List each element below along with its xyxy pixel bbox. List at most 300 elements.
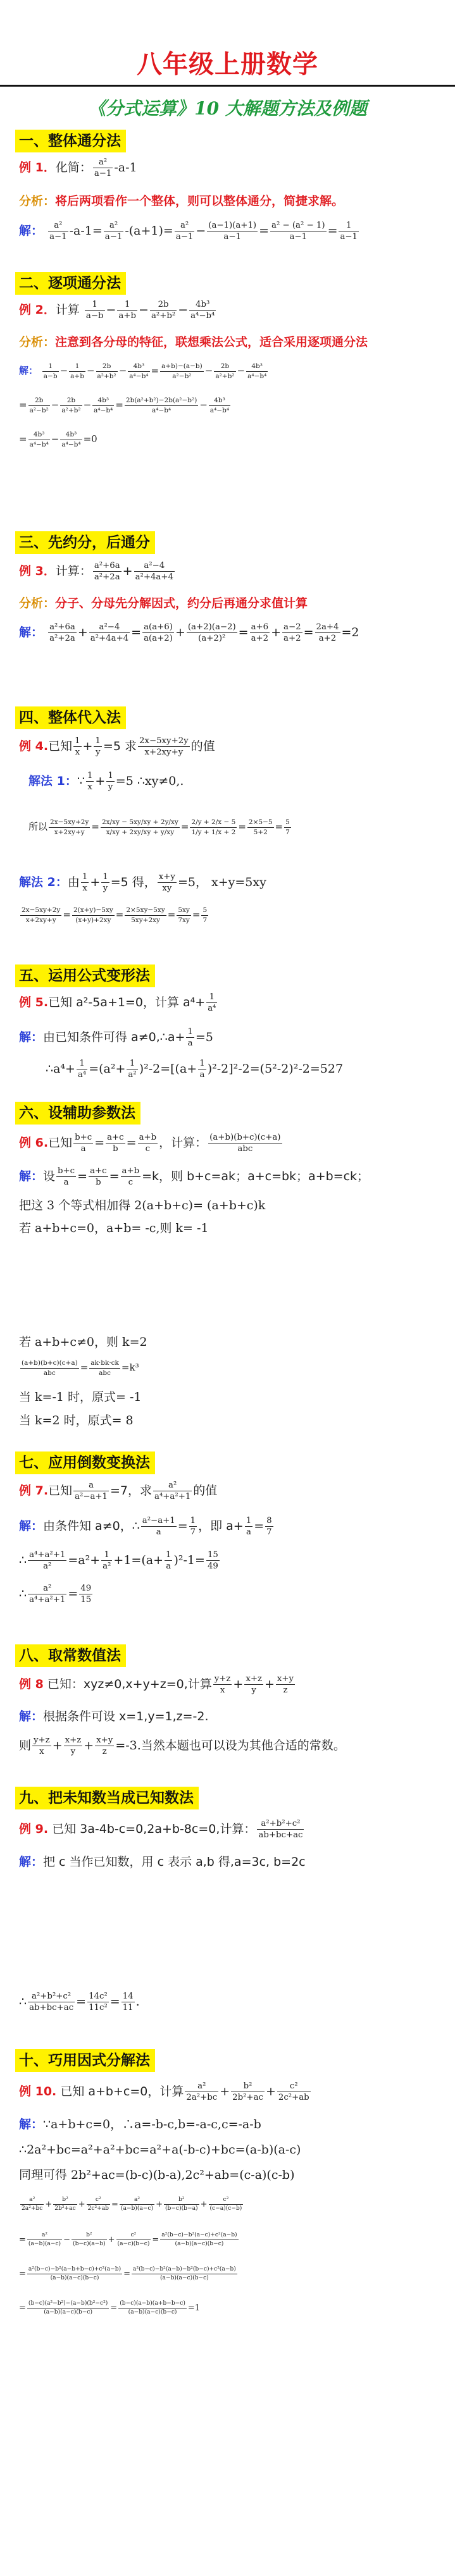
- numerator: a²: [27, 2233, 62, 2240]
- solution-tag: 解：: [19, 2117, 44, 2131]
- denominator: (a−b)(a−c)(b−c): [128, 2309, 177, 2315]
- numerator: b²: [164, 2197, 199, 2205]
- operator: =: [123, 2269, 131, 2279]
- denominator: 2c²+ab: [278, 2093, 309, 2103]
- s10-line-2: ∴2a²+bc=a²+a²+bc=a²+a(-b-c)+bc=(a-b)(a-c): [19, 2143, 301, 2157]
- fraction: [64, 1736, 83, 1756]
- fraction: [79, 1584, 92, 1605]
- fraction: [246, 363, 268, 379]
- numerator: a²−4: [134, 562, 175, 572]
- denominator: a: [80, 1144, 86, 1154]
- denominator: a⁴−b⁴: [247, 372, 267, 380]
- text: 已知: [48, 1483, 73, 1498]
- operator: +: [45, 2200, 53, 2209]
- numerator: 2(x+y)−5xy: [72, 907, 115, 916]
- denominator: 7: [285, 828, 290, 836]
- operator: =: [115, 399, 123, 410]
- text: 把 c 当作已知数，用 c 表示 a,b 得,a=3c, b=2c: [43, 1855, 306, 1869]
- s10-line-5: [19, 2231, 240, 2249]
- solution-tag: 解：: [19, 1519, 44, 1533]
- text: =(a²+: [89, 1061, 126, 1076]
- s1-solution: [19, 221, 360, 242]
- numerator: a: [73, 1481, 109, 1491]
- fraction: [48, 623, 77, 643]
- fraction: [117, 300, 137, 321]
- numerator: 1: [245, 1517, 252, 1527]
- s10-line-3: 同理可得 2b²+ac=(b-c)(b-a),2c²+ab=(c-a)(c-b): [19, 2168, 295, 2182]
- text: =k³: [121, 1362, 139, 1373]
- numerator: y+z: [213, 1675, 232, 1685]
- s2-example: [19, 300, 217, 321]
- fraction: [265, 1517, 273, 1537]
- numerator: a²: [48, 221, 68, 231]
- denominator: a−1: [175, 232, 194, 242]
- denominator: xy: [162, 884, 172, 894]
- denominator: (b−c)(b−a): [165, 2205, 198, 2212]
- text: =k，则 b+c=ak；a+c=bk；a+b=ck；: [142, 1169, 370, 1183]
- denominator: (x+y)+2xy: [75, 916, 111, 924]
- numerator: a²−4: [89, 623, 130, 633]
- text: 计算：: [55, 564, 92, 578]
- numerator: a(a+6): [142, 623, 174, 633]
- operator: −: [106, 302, 116, 317]
- fraction: [94, 737, 101, 757]
- fraction: [150, 300, 177, 321]
- section-heading-3: 三、先约分，后通分: [15, 531, 155, 554]
- numerator: 1: [106, 772, 114, 782]
- denominator: x+2xy+y: [144, 748, 184, 758]
- s6-line-4: 若 a+b+c=0，a+b= -c,则 k= -1: [19, 1221, 209, 1235]
- numerator: 4b³: [60, 431, 82, 440]
- numerator: b+c: [56, 1167, 76, 1177]
- denominator: 5xy+2xy: [131, 916, 160, 924]
- operator: =: [275, 821, 284, 832]
- operator: =: [94, 1135, 105, 1150]
- numerator: 14c²: [87, 1992, 109, 2002]
- fraction: [122, 1992, 135, 2012]
- section-heading-1: 一、整体通分法: [15, 130, 126, 152]
- operator: −: [178, 302, 189, 317]
- numerator: a²: [185, 2082, 218, 2092]
- fraction: [28, 431, 50, 448]
- denominator: (a−b)(a−c): [120, 2205, 154, 2212]
- operator: +: [175, 625, 185, 639]
- numerator: a+6: [250, 623, 270, 633]
- denominator: a−1: [49, 232, 67, 242]
- solution-tag: 解法 2：: [19, 875, 68, 889]
- operator: =: [303, 625, 314, 639]
- fraction: [201, 907, 208, 923]
- numerator: y+z: [32, 1736, 51, 1746]
- fraction: [164, 2197, 199, 2212]
- operator: =: [80, 1362, 89, 1373]
- fraction: [106, 1133, 125, 1154]
- fraction: [28, 1584, 66, 1605]
- denominator: a: [246, 1527, 251, 1538]
- operator: −: [86, 365, 95, 376]
- denominator: 2a²+bc: [186, 2093, 218, 2103]
- s9-example: [19, 1820, 305, 1840]
- numerator: x+z: [64, 1736, 83, 1746]
- fraction: [92, 397, 114, 414]
- s3-solution: [19, 623, 359, 643]
- numerator: a²−a+1: [141, 1517, 177, 1527]
- fraction: [189, 1517, 197, 1537]
- numerator: 4b³: [92, 397, 114, 406]
- numerator: c²: [209, 2197, 244, 2205]
- denominator: y: [70, 1747, 76, 1757]
- fraction: [128, 363, 149, 379]
- denominator: b: [113, 1144, 118, 1154]
- numerator: 8: [265, 1517, 273, 1527]
- fraction: [209, 2197, 244, 2212]
- fraction: [86, 772, 94, 792]
- denominator: 7xy: [178, 916, 190, 924]
- denominator: (a−b)(a−c)(b−c): [175, 2241, 224, 2247]
- text: -a-1=: [69, 223, 103, 238]
- numerator: 1: [101, 1551, 112, 1561]
- denominator: abc: [237, 1144, 253, 1154]
- s5-solution: [19, 1028, 213, 1048]
- denominator: a²: [128, 1070, 137, 1080]
- fraction: [27, 2301, 109, 2315]
- denominator: x: [75, 748, 80, 758]
- text: +1=(a+: [113, 1553, 164, 1567]
- text: =5 求: [103, 739, 137, 753]
- numerator: c²: [87, 2197, 110, 2205]
- fraction: [93, 562, 122, 582]
- operator: +: [90, 875, 101, 889]
- fraction: [270, 221, 327, 242]
- s1-analysis: [19, 192, 344, 210]
- operator: +: [233, 1677, 244, 1691]
- operator: +: [82, 739, 93, 753]
- denominator: a+b: [70, 372, 84, 380]
- numerator: (b−c)(a²−b²)−(a−b)(b²−c²): [27, 2301, 109, 2308]
- fraction: [214, 363, 235, 379]
- denominator: a: [199, 1070, 205, 1080]
- s6-line-5: 若 a+b+c≠0，则 k=2: [19, 1335, 147, 1349]
- operator: +: [271, 625, 282, 639]
- fraction: [247, 819, 274, 835]
- operator: =: [238, 625, 249, 639]
- numerator: 1: [198, 1059, 206, 1069]
- numerator: a²: [175, 221, 195, 231]
- operator: +: [78, 2200, 85, 2209]
- fraction: [121, 1167, 141, 1187]
- s10-line-7: [19, 2300, 200, 2317]
- denominator: 1/y + 1/x + 2: [191, 828, 236, 836]
- denominator: a⁴: [208, 1004, 216, 1014]
- fraction: [138, 1133, 158, 1154]
- text: =: [259, 223, 270, 238]
- fraction: [116, 2233, 151, 2247]
- fraction: [104, 221, 124, 242]
- operator: =: [126, 1135, 137, 1150]
- operator: +: [77, 625, 88, 639]
- text: 由已知条件可得 a≠0,∴a+: [43, 1030, 185, 1044]
- numerator: b+c: [73, 1133, 93, 1143]
- analysis-text: 将后两项看作一个整体，则可以整体通分，简捷求解。: [55, 194, 344, 208]
- operator: =: [109, 1994, 120, 2009]
- fraction: [177, 907, 191, 923]
- operator: +: [95, 773, 106, 788]
- fraction: [27, 2233, 62, 2247]
- example-tag: 例 8: [19, 1677, 44, 1691]
- example-tag: 例 1．: [19, 160, 56, 175]
- operator: +: [108, 2235, 115, 2245]
- fraction: [27, 2267, 122, 2281]
- numerator: x+z: [244, 1675, 263, 1685]
- fraction: [101, 1551, 112, 1571]
- denominator: y: [103, 884, 108, 894]
- operator: =: [77, 1169, 88, 1183]
- numerator: a−2: [282, 623, 302, 633]
- s2-analysis: [19, 333, 368, 351]
- numerator: a+b: [138, 1133, 158, 1143]
- numerator: 1: [69, 363, 85, 372]
- s7-line-3: [19, 1584, 94, 1605]
- operator: =: [19, 433, 27, 445]
- denominator: 15: [80, 1595, 92, 1605]
- denominator: (a−c)(b−c): [117, 2241, 150, 2247]
- text: 已知: [48, 1135, 73, 1150]
- fraction: [138, 737, 190, 757]
- operator: =: [180, 821, 189, 832]
- denominator: a²+2a: [94, 572, 120, 582]
- denominator: a²+2a: [49, 634, 75, 644]
- fraction: [20, 1360, 79, 1376]
- fraction: [60, 431, 82, 448]
- denominator: a⁴: [77, 1070, 87, 1080]
- numerator: x+y: [276, 1675, 295, 1685]
- text: 已知: [48, 739, 73, 753]
- numerator: (b−c)(a−b)(a+b−b−c): [118, 2301, 187, 2308]
- fraction: [206, 993, 217, 1013]
- s7-example: [19, 1481, 217, 1501]
- s8-line-2: [19, 1736, 346, 1756]
- denominator: a: [166, 1562, 171, 1572]
- numerator: x+y: [158, 873, 177, 883]
- numerator: b²: [53, 2197, 77, 2205]
- denominator: 7: [266, 1527, 272, 1538]
- denominator: a²+b²: [215, 372, 235, 380]
- s9-solution: [19, 1853, 306, 1871]
- operator: =: [19, 399, 27, 410]
- denominator: a⁴−b⁴: [152, 406, 171, 414]
- denominator: (a−b)(a−c)(b−c): [160, 2275, 209, 2281]
- fraction: [198, 1059, 206, 1080]
- numerator: c²: [116, 2233, 151, 2240]
- denominator: a+2: [318, 634, 337, 644]
- denominator: z: [283, 1685, 288, 1696]
- denominator: a(a+2): [144, 634, 173, 644]
- fraction: [185, 2082, 218, 2102]
- denominator: a⁴−b⁴: [129, 372, 149, 380]
- solution-tag: 解：: [19, 1169, 44, 1183]
- numerator: a²: [20, 2197, 44, 2205]
- numerator: 2x−5xy+2y: [138, 737, 190, 747]
- s5-solution-line-2: [46, 1059, 343, 1080]
- numerator: 1: [206, 993, 217, 1003]
- section-heading-10: 十、巧用因式分解法: [15, 2049, 155, 2072]
- denominator: a+2: [251, 634, 269, 644]
- fraction: [89, 623, 130, 643]
- fraction: [189, 300, 216, 321]
- numerator: ak·bk·ck: [89, 1360, 120, 1369]
- s3-analysis: [19, 595, 308, 612]
- numerator: 1: [77, 1059, 87, 1069]
- fraction: [165, 1551, 172, 1571]
- numerator: 1: [73, 737, 81, 747]
- denominator: a: [187, 1038, 193, 1049]
- denominator: a−1: [289, 232, 308, 242]
- analysis-tag: 分析：: [19, 194, 56, 208]
- numerator: 2b: [150, 300, 177, 311]
- section-heading-2: 二、逐项通分法: [15, 272, 126, 295]
- numerator: 1: [189, 1517, 197, 1527]
- numerator: (a+b)(b+c)(c+a): [208, 1133, 282, 1143]
- operator: =: [109, 1169, 120, 1183]
- numerator: 1: [101, 873, 109, 883]
- denominator: a⁴−b⁴: [61, 440, 81, 448]
- text: 化简：: [55, 160, 92, 175]
- denominator: (a−b)(a−c): [28, 2241, 61, 2247]
- numerator: a² − (a² − 1): [270, 221, 327, 231]
- operator: −: [199, 399, 208, 410]
- s8-example: [19, 1675, 296, 1695]
- s5-example: [19, 993, 218, 1013]
- s4-method-1: [28, 772, 184, 792]
- numerator: a²: [28, 1584, 66, 1594]
- operator: =: [254, 1519, 265, 1533]
- numerator: a²: [93, 158, 113, 168]
- numerator: 2/y + 2/x − 5: [190, 819, 237, 828]
- numerator: a²+b²+c²: [257, 1820, 304, 1830]
- denominator: 11: [122, 2003, 134, 2013]
- fraction: [101, 819, 180, 835]
- denominator: a²: [43, 1562, 52, 1572]
- operator: =: [177, 1519, 188, 1533]
- numerator: 2a+4: [315, 623, 340, 633]
- fraction: [141, 1517, 177, 1537]
- fraction: [48, 221, 68, 242]
- operator: −: [63, 2235, 71, 2245]
- fraction: [81, 873, 89, 893]
- fraction: [42, 363, 59, 379]
- operator: +: [200, 2200, 208, 2209]
- denominator: a−1: [223, 232, 241, 242]
- example-tag: 例 4.: [19, 739, 49, 753]
- numerator: x+y: [95, 1736, 114, 1746]
- s7-solution: [19, 1517, 275, 1537]
- numerator: 2b(a²+b²)−2b(a²−b²): [125, 397, 198, 406]
- operator: +: [84, 1738, 94, 1753]
- solution-tag: 解：: [19, 365, 39, 376]
- numerator: 2b: [214, 363, 235, 372]
- fraction: [257, 1820, 304, 1840]
- title-divider: [0, 85, 455, 87]
- denominator: x: [39, 1747, 44, 1757]
- text: =0: [83, 433, 97, 445]
- operator: =: [152, 2235, 159, 2245]
- fraction: [73, 1133, 93, 1154]
- text: )²-1=: [173, 1553, 205, 1567]
- numerator: 1: [339, 221, 359, 231]
- operator: =: [63, 909, 71, 920]
- numerator: a+c: [106, 1133, 125, 1143]
- fraction: [93, 158, 113, 178]
- numerator: 1: [165, 1551, 172, 1561]
- operator: +: [156, 2200, 163, 2209]
- text: =5 ∴xy≠0,.: [115, 773, 184, 788]
- operator: −: [118, 365, 127, 376]
- operator: +: [220, 2084, 230, 2098]
- operator: =: [238, 821, 246, 832]
- fraction: [175, 221, 195, 242]
- numerator: 5: [284, 819, 291, 828]
- numerator: 1: [85, 300, 105, 311]
- fraction: [209, 397, 230, 414]
- operator: +: [265, 2084, 276, 2098]
- numerator: 1: [127, 1059, 137, 1069]
- text: 设: [43, 1169, 56, 1183]
- denominator: x+2xy+y: [54, 828, 85, 836]
- denominator: (b−c)(a−b): [73, 2241, 106, 2247]
- s1-example: [19, 158, 137, 178]
- fraction: [125, 397, 198, 414]
- section-heading-6: 六、设辅助参数法: [15, 1102, 140, 1125]
- numerator: 14: [122, 1992, 135, 2002]
- numerator: 2x−5xy+2y: [49, 819, 90, 828]
- fraction: [245, 1517, 252, 1537]
- denominator: (a+2)²: [198, 634, 226, 644]
- fraction: [72, 907, 115, 923]
- numerator: a²+b²+c²: [28, 1992, 75, 2002]
- text: 由条件知 a≠0，∴: [43, 1519, 140, 1533]
- text: =5: [195, 1030, 213, 1044]
- s10-example: [19, 2082, 312, 2102]
- numerator: 1: [186, 1028, 194, 1038]
- numerator: 1: [117, 300, 137, 311]
- text: 已知 a²-5a+1=0，计算 a⁴+: [48, 995, 206, 1009]
- numerator: a²+6a: [48, 623, 77, 633]
- example-tag: 例 10.: [19, 2084, 57, 2098]
- denominator: a²+4a+4: [90, 634, 129, 644]
- operator: −: [83, 399, 92, 410]
- text: .: [135, 1994, 140, 2009]
- solution-tag: 解：: [19, 1855, 44, 1869]
- fraction: [28, 397, 50, 414]
- numerator: (a−1)(a+1): [207, 221, 258, 231]
- text: ∴: [19, 1586, 27, 1601]
- text: =1: [187, 2303, 201, 2313]
- denominator: x: [82, 884, 87, 894]
- fraction: [231, 2082, 265, 2102]
- denominator: 7: [190, 1527, 196, 1538]
- numerator: 4b³: [246, 363, 268, 372]
- operator: −: [139, 302, 149, 317]
- denominator: a²−b²: [172, 372, 192, 380]
- s8-solution: [19, 1708, 209, 1725]
- numerator: 4b³: [209, 397, 230, 406]
- example-tag: 例 3．: [19, 564, 56, 578]
- fraction: [73, 737, 81, 757]
- operator: =: [111, 2200, 118, 2209]
- numerator: c²: [277, 2082, 311, 2092]
- text: 所以: [28, 821, 48, 832]
- s2-solution-line-2: [19, 396, 232, 414]
